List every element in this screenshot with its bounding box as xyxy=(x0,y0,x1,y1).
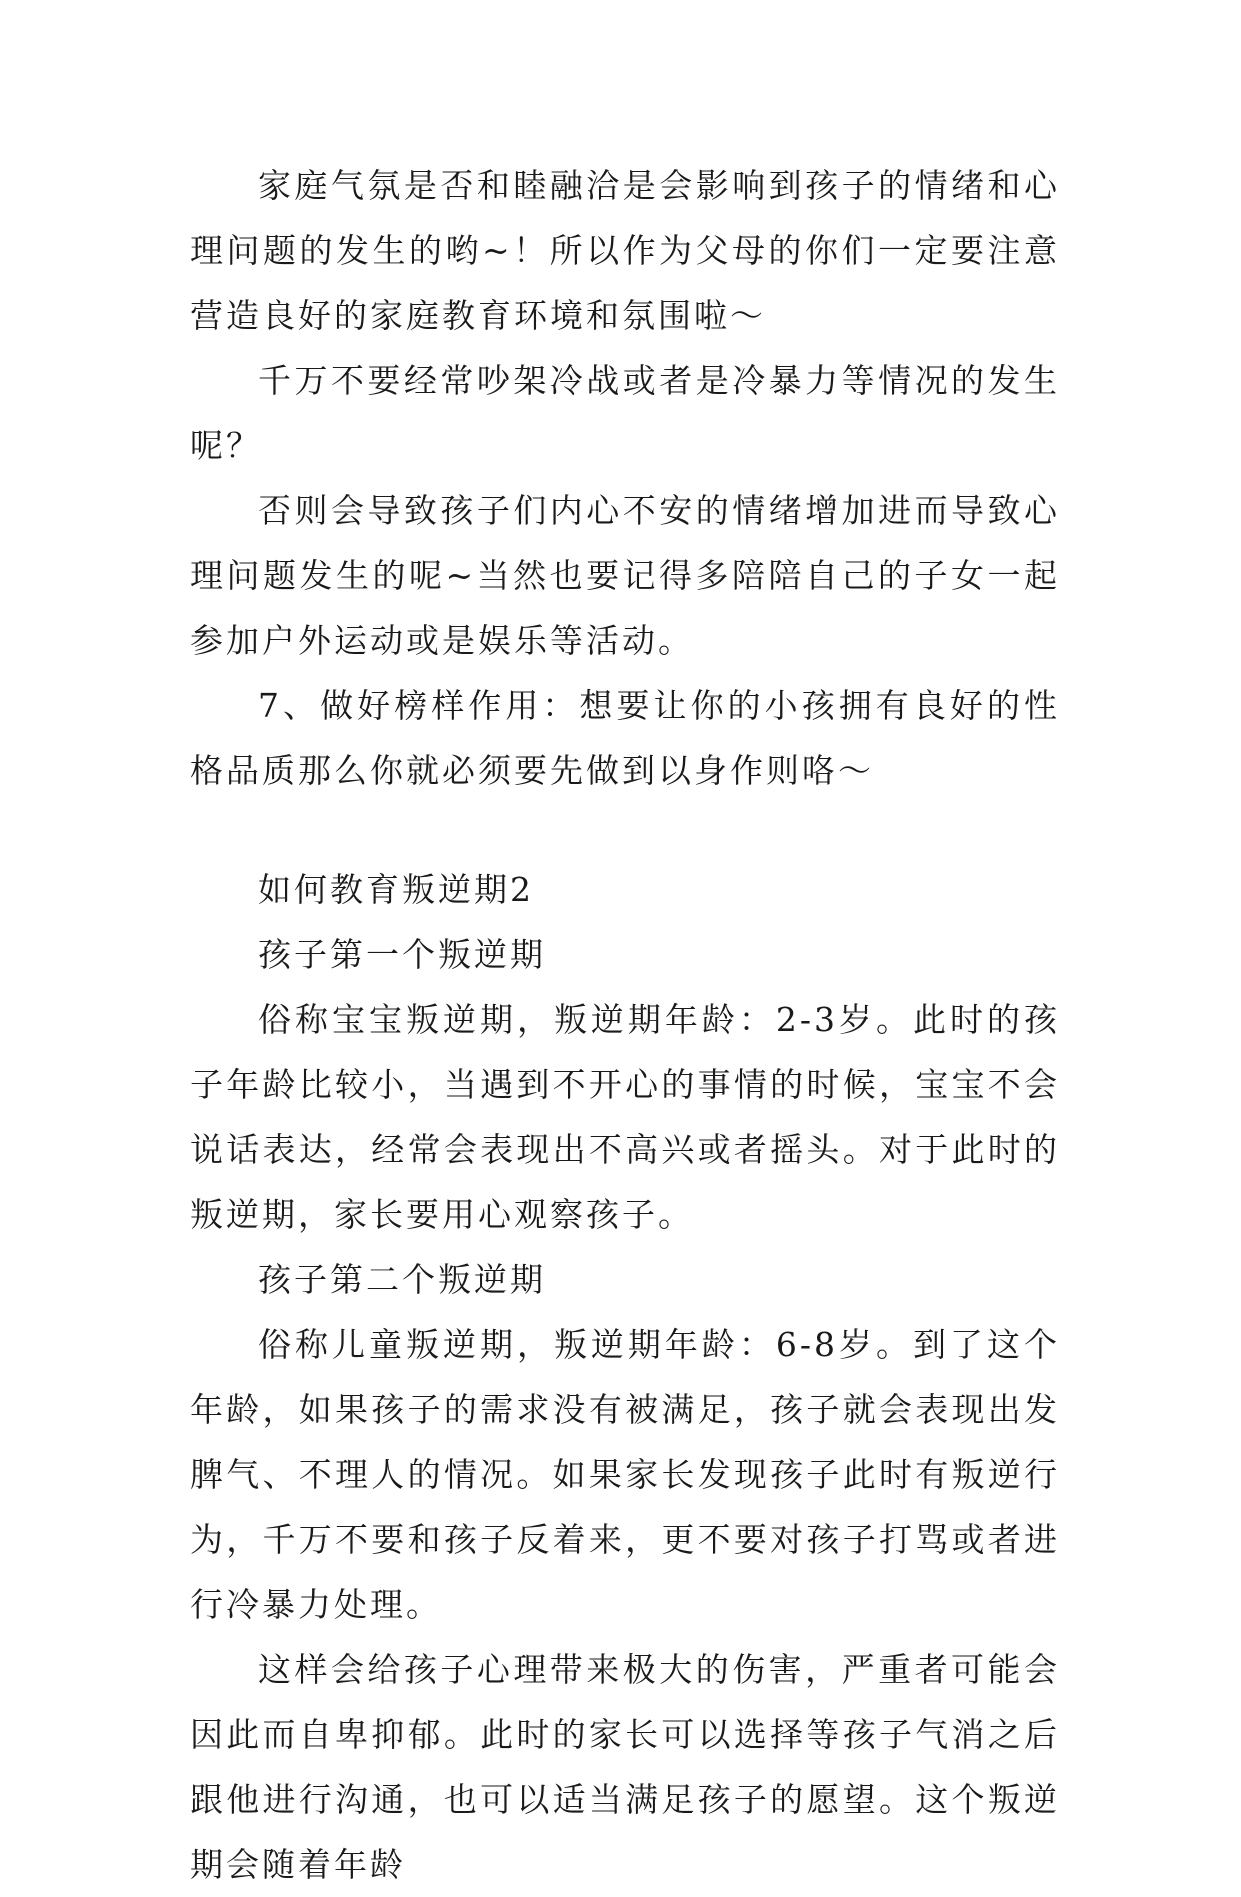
paragraph-harm-and-communication: 这样会给孩子心理带来极大的伤害，严重者可能会因此而自卑抑郁。此时的家长可以选择等孩子气消之后跟他进行沟通，也可以适当满足孩子的愿望。这个叛逆期会随着年龄 xyxy=(190,1650,1060,1884)
subheading-first-rebellious-period: 孩子第一个叛逆期 xyxy=(258,935,546,974)
document-body xyxy=(190,153,1060,1897)
paragraph-otherwise: 否则会导致孩子们内心不安的情绪增加进而导致心理问题发生的呢~当然也要记得多陪陪自己的子女一起参加户外运动或是娱乐等活动。 xyxy=(190,491,1060,660)
paragraph-baby-rebellious-period: 俗称宝宝叛逆期，叛逆期年龄：2-3岁。此时的孩子年龄比较小，当遇到不开心的事情的时候，宝宝不会说话表达，经常会表现出不高兴或者摇头。对于此时的叛逆期，家长要用心观察孩子。 xyxy=(190,1000,1060,1234)
paragraph-family-atmosphere: 家庭气氛是否和睦融洽是会影响到孩子的情绪和心理问题的发生的哟~！所以作为父母的你们一定要注意营造良好的家庭教育环境和氛围啦～ xyxy=(190,166,1060,335)
subheading-second-rebellious-period: 孩子第二个叛逆期 xyxy=(258,1260,546,1299)
paragraph-avoid-quarrels: 千万不要经常吵架冷战或者是冷暴力等情况的发生呢？ xyxy=(190,361,1060,465)
paragraph-role-model: 7、做好榜样作用：想要让你的小孩拥有良好的性格品质那么你就必须要先做到以身作则咯～ xyxy=(190,686,1060,790)
paragraph-child-rebellious-period: 俗称儿童叛逆期，叛逆期年龄：6-8岁。到了这个年龄，如果孩子的需求没有被满足，孩子就会表现出发脾气、不理人的情况。如果家长发现孩子此时有叛逆行为，千万不要和孩子反着来，更不要对孩子打骂或者进行冷暴力处理。 xyxy=(190,1325,1060,1624)
section-spacer xyxy=(190,803,1060,857)
section-title: 如何教育叛逆期2 xyxy=(258,870,534,909)
